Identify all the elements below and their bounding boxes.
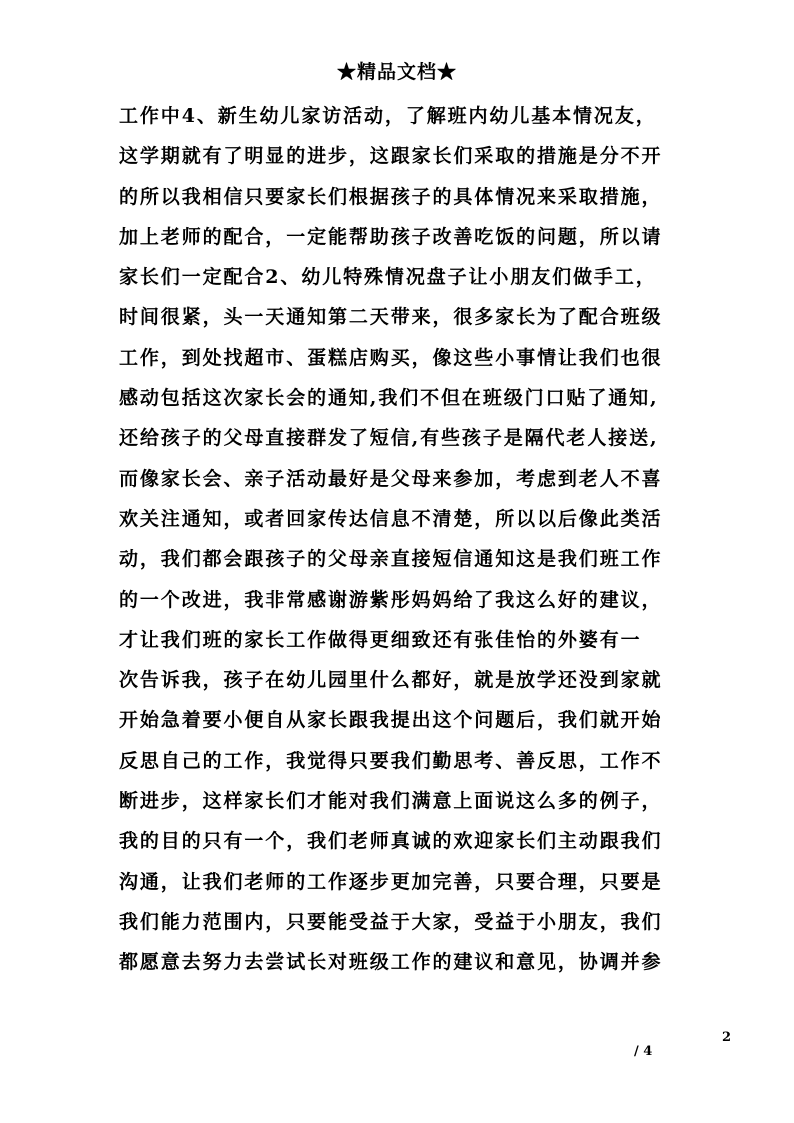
body-line: 工作中4、新生幼儿家访活动，了解班内幼儿基本情况友， xyxy=(119,105,657,127)
document-header-title: ★精品文档★ xyxy=(336,61,457,83)
body-line: 的所以我相信只要家长们根据孩子的具体情况来采取措施， xyxy=(119,185,663,208)
body-line: 断进步，这样家长们才能对我们满意上面说这么多的例子， xyxy=(119,790,663,813)
body-line: 家长们一定配合2、幼儿特殊情况盘子让小朋友们做手工， xyxy=(119,266,657,289)
body-line: 欢关注通知，或者回家传达信息不清楚，所以以后像此类活 xyxy=(119,507,663,530)
body-line: 才让我们班的家长工作做得更细致还有张佳怡的外婆有一 xyxy=(119,628,642,651)
body-line: 而像家长会、亲子活动最好是父母来参加，考虑到老人不喜 xyxy=(119,467,663,490)
body-line: 的一个改进，我非常感谢游紫彤妈妈给了我这么好的建议， xyxy=(119,588,663,611)
body-line: 还给孩子的父母直接群发了短信,有些孩子是隔代老人接送, xyxy=(119,427,659,450)
body-line: 沟通，让我们老师的工作逐步更加完善，只要合理，只要是 xyxy=(119,870,663,893)
body-line: 次告诉我，孩子在幼儿园里什么都好，就是放学还没到家就 xyxy=(119,669,663,692)
body-line: 都愿意去努力去尝试长对班级工作的建议和意见，协调并参 xyxy=(119,951,663,974)
body-line: 感动包括这次家长会的通知,我们不但在班级门口贴了通知, xyxy=(119,387,659,410)
body-line: 这学期就有了明显的进步，这跟家长们采取的措施是分不开 xyxy=(119,145,663,168)
page-number: 2 xyxy=(722,1030,732,1045)
body-line: 我的目的只有一个，我们老师真诚的欢迎家长们主动跟我们 xyxy=(119,830,663,853)
document-body xyxy=(119,96,685,983)
body-line: 我们能力范围内，只要能受益于大家，受益于小朋友，我们 xyxy=(119,910,663,933)
body-line: 加上老师的配合，一定能帮助孩子改善吃饭的问题，所以请 xyxy=(119,225,663,248)
body-line: 动，我们都会跟孩子的父母亲直接短信通知这是我们班工作 xyxy=(119,548,663,571)
body-line: 工作，到处找超市、蛋糕店购买，像这些小事情让我们也很 xyxy=(119,346,663,369)
body-line: 时间很紧，头一天通知第二天带来，很多家长为了配合班级 xyxy=(119,306,663,329)
page-total: / 4 xyxy=(634,1044,653,1059)
body-line: 开始急着要小便自从家长跟我提出这个问题后，我们就开始 xyxy=(119,709,663,732)
body-line: 反思自己的工作，我觉得只要我们勤思考、善反思，工作不 xyxy=(119,749,663,772)
